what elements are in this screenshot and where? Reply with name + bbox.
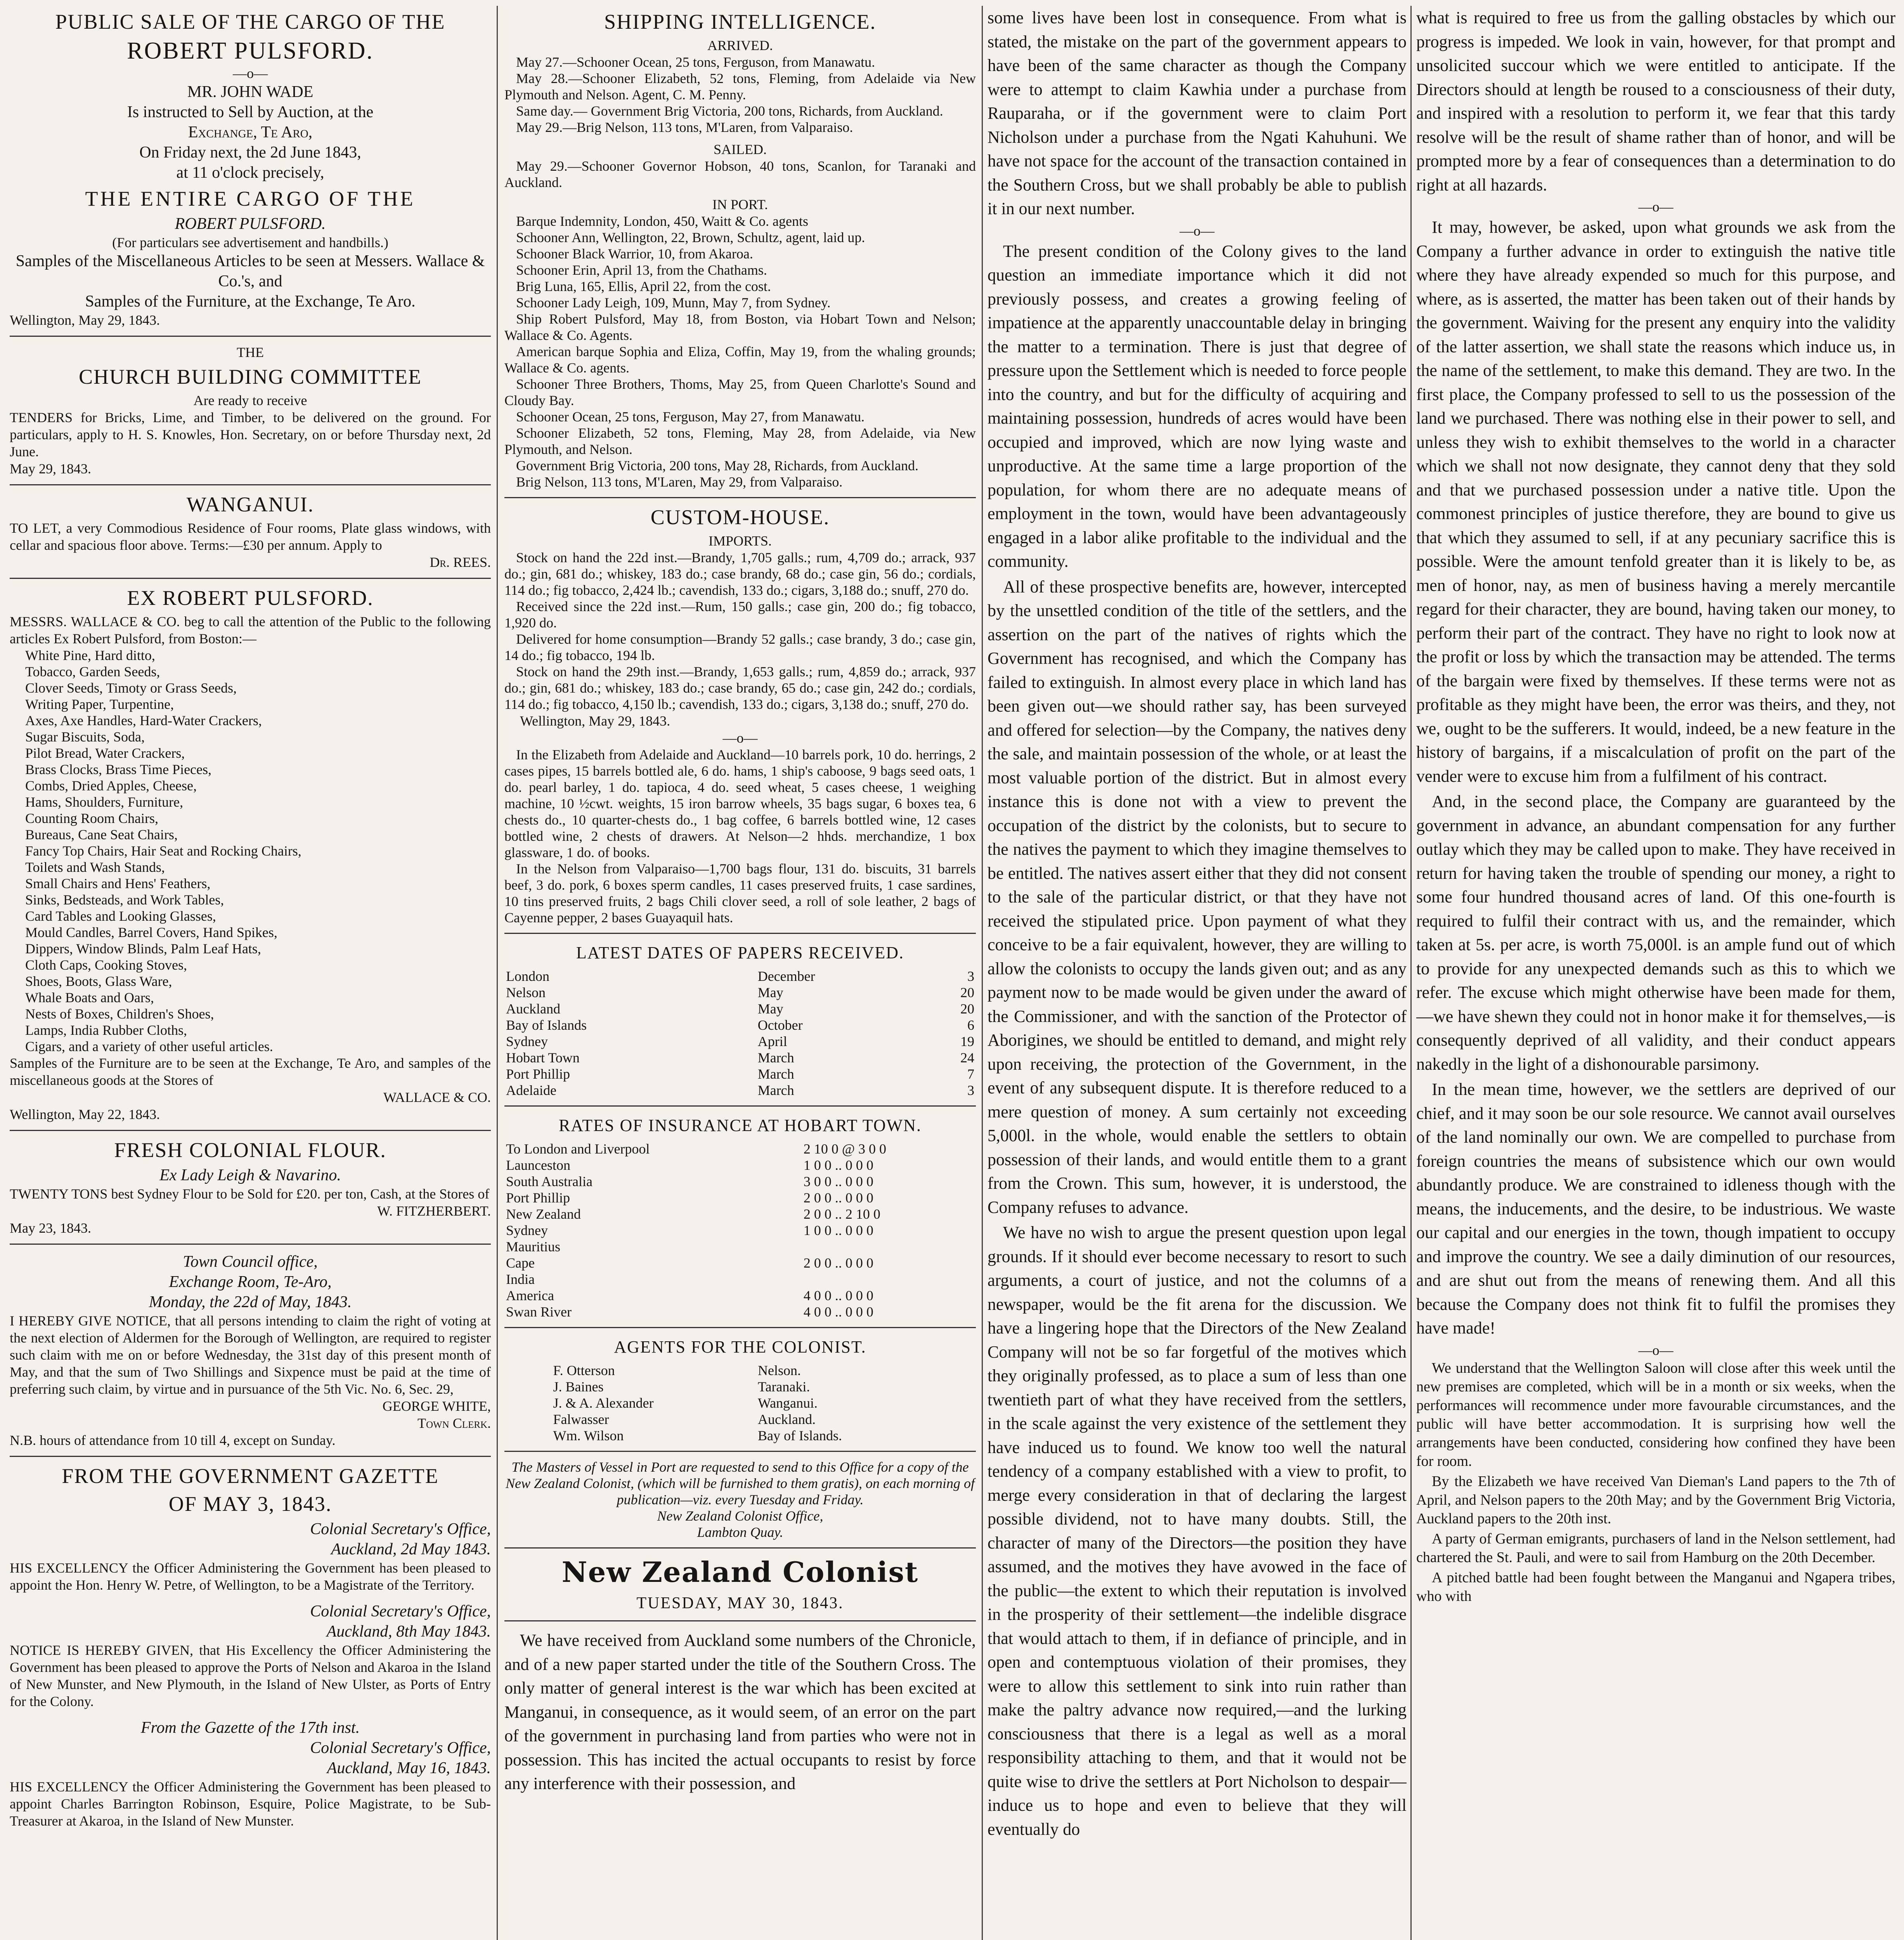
wanganui-sign: Dr. REES. xyxy=(430,554,491,570)
table-cell-place: Wanganui. xyxy=(757,1395,818,1411)
table-row xyxy=(504,1157,976,1173)
church-body: TENDERS for Bricks, Lime, and Timber, to be delivered on the ground. For particulars, apply to H. S. Knowles, Hon. Secretary, on or before Thursday next, 2d June. xyxy=(10,410,491,459)
customs-entry: Stock on hand the 22d inst.—Brandy, 1,705 galls.; rum, 4,709 do.; arrack, 937 do.; gin, 681 do.; whiskey, 183 do.; case brandy, 68 do.; case gin, 56 do.; cordials, 114 do.; fig tobacco, 2,424 lb.; cavendish, 133 do.; cigars, 3,188 do.; snuff, 270 do. xyxy=(504,550,976,598)
wanganui-body: TO LET, a very Commodious Residence of Four rooms, Plate glass windows, with cellar and spacious floor above. Terms:—£30 per annum. Apply to xyxy=(10,520,491,553)
g1-head-2: Auckland, 2d May 1843. xyxy=(331,1540,491,1558)
shipping-entry: American barque Sophia and Eliza, Coffin, May 19, from the whaling grounds; Wallace & Co. agents. xyxy=(504,344,976,376)
table-cell-month: March xyxy=(757,1050,794,1065)
table-cell-place: Mauritius xyxy=(506,1239,560,1254)
flour-title: FRESH COLONIAL FLOUR. xyxy=(114,1138,386,1162)
table-cell-place: Auckland xyxy=(506,1001,560,1017)
ex-sign: WALLACE & CO. xyxy=(383,1090,491,1105)
shipping-entry: Same day.— Government Brig Victoria, 200 tons, Richards, from Auckland. xyxy=(516,103,943,119)
table-row xyxy=(552,1395,929,1411)
rule xyxy=(10,578,491,579)
table-row xyxy=(504,1050,976,1066)
ex-samples: Samples of the Furniture are to be seen at the Exchange, Te Aro, and samples of the miscellaneous goods at the Stores of xyxy=(10,1055,491,1088)
table-row xyxy=(504,1033,976,1050)
table-cell-place: South Australia xyxy=(506,1174,593,1189)
insurance-table xyxy=(504,1141,976,1320)
entire-cargo: THE ENTIRE CARGO OF THE xyxy=(85,187,416,210)
table-cell-name: Wm. Wilson xyxy=(553,1428,624,1443)
list-item: Tobacco, Garden Seeds, xyxy=(25,664,160,679)
table-row xyxy=(504,1190,976,1206)
list-item: Cloth Caps, Cooking Stoves, xyxy=(25,957,187,973)
table-row xyxy=(504,1173,976,1190)
list-item: Card Tables and Looking Glasses, xyxy=(25,908,216,924)
table-cell-rate: 2 10 0 @ 3 0 0 xyxy=(803,1141,886,1157)
news-paragraph: We understand that the Wellington Saloon will close after this week until the new premises are completed, which will be in a month or six weeks, when the performances will recommence under more favourable circumstances, and the public will have better accommodation. It is surprising how well the arrangements have been conducted, considering how confined they have been for room. xyxy=(1416,1360,1895,1469)
shipping-entry: Schooner Elizabeth, 52 tons, Fleming, May 28, from Adelaide, via New Plymouth, and Nelson. xyxy=(504,425,976,457)
table-row xyxy=(504,1082,976,1098)
ship-name: ROBERT PULSFORD. xyxy=(127,38,374,64)
column-2 xyxy=(504,6,976,1940)
rule xyxy=(504,1620,976,1621)
customs-title: CUSTOM-HOUSE. xyxy=(650,506,830,529)
table-cell-day: 3 xyxy=(967,1083,974,1098)
ex-items-list xyxy=(10,647,491,1055)
arrived-list xyxy=(504,54,976,135)
rule xyxy=(10,1130,491,1131)
council-head-1: Town Council office, xyxy=(183,1253,318,1271)
article-paragraph: It may, however, be asked, upon what grounds we ask from the Company a further advance in order to extinguish the native title where they have already expended so much for this purpose, and where, as is asserted, the matter has been taken out of their hands by the government. Waiving for the present any enquiry into the validity of the latter assertion, we shall state the reasons which induce us, in the name of the settlement, to make this demand. They are two. In the first place, the Company professed to sell to us the possession of the land we purchased. There was nothing else in their power to sell, and unless they wish to exhibit themselves to the world in a character which we shall not now designate, they cannot deny that they sold and that we purchased possession under a native title. Upon the commonest principles of justice therefore, they are bound to give us that which they assumed to sell, if at any pecuniary sacrifice this is possible. Were the amount tenfold greater than it is likely to be, as men of honor, nay, as men of business having a merely mercantile regard for their character, they are bound, having taken our money, to perform their part of the contract. They have no right to look now at the profit or loss by which the transaction may be attended. The terms of the bargain were fixed by themselves. If these terms were not as profitable as they might have been, the error was theirs, and they, not we, ought to be the sufferers. It would, indeed, be a new feature in the history of bargains, if a miscalculation of profit on the part of the vender were to excuse him from a fulfilment of his contract. xyxy=(1416,218,1895,786)
table-cell-rate: 2 0 0 .. 2 10 0 xyxy=(803,1206,880,1222)
table-row xyxy=(504,1222,976,1238)
table-row xyxy=(552,1411,929,1427)
table-cell-place: Cape xyxy=(506,1255,535,1271)
table-cell-rate: 4 0 0 .. 0 0 0 xyxy=(803,1304,873,1320)
shipping-entry: Ship Robert Pulsford, May 18, from Boston, via Hobart Town and Nelson; Wallace & Co. Agents. xyxy=(504,311,976,343)
sale-title: PUBLIC SALE OF THE CARGO OF THE xyxy=(55,10,445,33)
sailed-heading: SAILED. xyxy=(714,142,767,157)
rule xyxy=(10,1456,491,1457)
table-row xyxy=(504,968,976,984)
table-cell-month: May xyxy=(757,985,783,1000)
g3-from: From the Gazette of the 17th inst. xyxy=(140,1719,360,1737)
shipping-entry: May 29.—Schooner Governor Hobson, 40 tons, Scanlon, for Taranaki and Auckland. xyxy=(504,158,976,190)
table-row xyxy=(504,1238,976,1255)
article-paragraph: All of these prospective benefits are, however, intercepted by the unsettled condition of the title of the settlers, and the assertion on the part of the natives of rights which the Government has recognised, and which the Company has failed to extinguish. In almost every place in which land has been given out—we should rather say, has been surveyed and offered for selection—by the Company, the natives deny the sale, and maintain possession of the whole, or at least the most valuable portion of the district. But in almost every instance this is done not with a view to prevent the occupation of the district by the colonists, but to secure to the natives the payment to which they imagine themselves to be entitled. The natives assert either that they did not consent to the sale of the particular district, or that they have not received the stipulated price. Upon payment of what they conceive to be a fair equivalent, however, they are willing to allow the colonists to occupy the lands given out; and as any payment now to be made would be given under the award of the Commissioner, and with the sanction of the Protector of Aborigines, we should be entitled to demand, and might rely upon receiving, the protection of the Government, in the event of any subsequent dispute. It is therefore reduced to a mere question of money. A sum certainly not exceeding 5,000l. in the whole, would enable the settlers to obtain possession of their lands, and would entitle them to a grant from the Crown. This sum, however, it is understood, the Company refuses to advance. xyxy=(988,577,1407,1217)
g2-head-1: Colonial Secretary's Office, xyxy=(310,1602,491,1620)
table-cell-rate xyxy=(802,1271,976,1287)
table-cell-name: J. & A. Alexander xyxy=(553,1395,654,1411)
ex-date: Wellington, May 22, 1843. xyxy=(10,1107,160,1122)
sailed-list xyxy=(504,158,976,191)
separator: —o— xyxy=(1180,223,1214,239)
shipping-entry: May 29.—Brig Nelson, 113 tons, M'Laren, from Valparaiso. xyxy=(516,120,853,135)
flour-date: May 23, 1843. xyxy=(10,1220,91,1236)
table-cell-month: December xyxy=(757,968,815,984)
table-row xyxy=(504,1066,976,1082)
article-paragraph: And, in the second place, the Company are guaranteed by the government in advance, an abundant compensation for any further outlay which they may be called upon to make. They have received in return for having taken the trouble of spending our money, a right to some four hundred thousand acres of land. Of this one-fourth is required to fulfil their contract with us, and the remainder, which taken at 5s. per acre, is worth 75,000l. is an ample fund out of which to provide for any unexpected demands such as this to which we refer. The excuse which might otherwise have been made for them, —we have shewn they could not in honor make it for themselves,—is consequently deprived of all validity, and their conduct appears nakedly in the light of a dishonourable parsimony. xyxy=(1416,792,1895,1074)
table-cell-place: Auckland. xyxy=(757,1412,816,1427)
shipping-entry: May 28.—Schooner Elizabeth, 52 tons, Fleming, from Adelaide via New Plymouth and Nelson. Agent, C. M. Penny. xyxy=(504,71,976,102)
table-cell-day: 20 xyxy=(960,1001,974,1017)
cargo-entry: In the Elizabeth from Adelaide and Auckland—10 barrels pork, 10 do. herrings, 2 cases pipes, 15 barrels bottled ale, 6 do. hams, 1 ship's caboose, 9 bags seed oats, 1 do. pearl barley, 1 do. tapioca, 4 do. seed wheat, 5 cases cheese, 1 weighing machine, 10 ½cwt. weights, 15 iron barrow wheels, 35 bags sugar, 6 boxes tea, 6 chests do., 10 quarter-chests do., 1 bag coffee, 6 barrels bottled wine, 12 cases bottled wine, 2 chests of drawers. At Nelson—2 hhds. merchandize, 1 box glassware, 1 do. of books. xyxy=(504,747,976,860)
table-cell-rate: 1 0 0 .. 0 0 0 xyxy=(803,1223,873,1238)
council-head-3: Monday, the 22d of May, 1843. xyxy=(149,1293,352,1311)
cargo-list xyxy=(504,747,976,926)
list-item: Clover Seeds, Timoty or Grass Seeds, xyxy=(25,680,237,696)
list-item: Pilot Bread, Water Crackers, xyxy=(25,745,185,761)
table-cell-place: Bay of Islands. xyxy=(757,1428,842,1443)
list-item: White Pine, Hard ditto, xyxy=(25,648,155,663)
council-sign: GEORGE WHITE, xyxy=(382,1398,491,1414)
table-cell-day: 3 xyxy=(967,968,974,984)
editorial-paragraph: We have received from Auckland some numbers of the Chronicle, and of a new paper started under the title of the Southern Cross. The only matter of general interest is the war which has been excited at Manganui, in consequence, as it would seem, of an error on the part of the government in purchasing land from parties who were not in possession. This has incited the actual occupants to resist by force any interference with their possession, and xyxy=(504,1631,976,1793)
list-item: Writing Paper, Turpentine, xyxy=(25,696,174,712)
table-cell-place: Nelson. xyxy=(757,1363,801,1378)
shipping-entry: Schooner Lady Leigh, 109, Munn, May 7, from Sydney. xyxy=(516,295,831,310)
list-item: Sugar Biscuits, Soda, xyxy=(25,729,145,745)
notice-sign-2: Lambton Quay. xyxy=(697,1524,783,1540)
table-cell-name: J. Baines xyxy=(553,1379,604,1394)
auction-line-3: On Friday next, the 2d June 1843, xyxy=(139,144,361,161)
inport-heading: IN PORT. xyxy=(712,197,768,212)
table-cell-day: 20 xyxy=(960,985,974,1000)
article-paragraph: In the mean time, however, we the settlers are deprived of our chief, and it may soon be our sole resource. We cannot avail ourselves of the land nominally our own. We are compelled to purchase from foreign countries the means of subsistence which our own would abundantly produce. We are constrained to idleness though with the means, the inducements, and the desire, to be industrious. We waste our capital and our energies in the town, though impatient to occupy and improve the country. We see a daily diminution of our resources, and are shut out from the means of renewing them. And all this because the Company does not think fit to fulfil the promises they have made! xyxy=(1416,1080,1895,1337)
shipping-entry: Schooner Erin, April 13, from the Chathams. xyxy=(516,262,767,278)
auction-line-2: Exchange, Te Aro, xyxy=(188,123,313,141)
table-row xyxy=(552,1379,929,1395)
shipping-entry: Brig Luna, 165, Ellis, April 22, from the cost. xyxy=(516,279,771,294)
list-item: Dippers, Window Blinds, Palm Leaf Hats, xyxy=(25,941,261,956)
list-item: Hams, Shoulders, Furniture, xyxy=(25,794,183,810)
table-cell-place: Sydney xyxy=(506,1223,548,1238)
separator: —o— xyxy=(722,730,758,746)
sale-date: Wellington, May 29, 1843. xyxy=(10,312,160,328)
table-cell-place: To London and Liverpool xyxy=(506,1141,650,1157)
column-rule xyxy=(1410,6,1412,1940)
separator: —o— xyxy=(233,66,268,81)
list-item: Brass Clocks, Brass Time Pieces, xyxy=(25,762,212,777)
table-cell-month: April xyxy=(757,1034,787,1049)
shipping-entry: May 27.—Schooner Ocean, 25 tons, Ferguson, from Manawatu. xyxy=(516,54,875,70)
news-paragraph: By the Elizabeth we have received Van Dieman's Land papers to the 7th of April, and Nelson papers to the 20th May; and by the Government Brig Victoria, Auckland papers to the 20th inst. xyxy=(1416,1473,1895,1527)
shipping-title: SHIPPING INTELLIGENCE. xyxy=(604,10,876,33)
column-3 xyxy=(988,6,1407,1940)
customs-date: Wellington, May 29, 1843. xyxy=(520,713,670,729)
papers-table xyxy=(504,968,976,1098)
separator: —o— xyxy=(1638,199,1674,215)
rule xyxy=(504,1547,976,1549)
table-cell-day: 19 xyxy=(960,1034,974,1049)
list-item: Counting Room Chairs, xyxy=(25,811,159,826)
table-row xyxy=(504,1271,976,1287)
samples-1: Samples of the Miscellaneous Articles to be seen at Messers. Wallace & Co.'s, and xyxy=(16,252,485,290)
g1-body: HIS EXCELLENCY the Officer Administering the Government has been pleased to appoint the Hon. Henry W. Petre, of Wellington, to be a Magistrate of the Territory. xyxy=(10,1560,491,1593)
column-1 xyxy=(10,6,491,1940)
table-cell-day: 7 xyxy=(967,1066,974,1082)
council-nb: N.B. hours of attendance from 10 till 4, except on Sunday. xyxy=(10,1432,336,1448)
shipping-entry: Schooner Three Brothers, Thoms, May 25, from Queen Charlotte's Sound and Cloudy Bay. xyxy=(504,376,976,408)
table-cell-place: India xyxy=(506,1271,535,1287)
insurance-title: RATES OF INSURANCE AT HOBART TOWN. xyxy=(559,1116,922,1135)
table-cell-day: 24 xyxy=(960,1050,974,1065)
agents-table xyxy=(552,1362,929,1444)
table-cell-month: October xyxy=(757,1017,803,1033)
rule xyxy=(10,336,491,337)
notice-sign-1: New Zealand Colonist Office, xyxy=(657,1508,823,1524)
table-cell-rate: 3 0 0 .. 0 0 0 xyxy=(803,1174,873,1189)
list-item: Bureaus, Cane Seat Chairs, xyxy=(25,827,178,842)
council-body: I HEREBY GIVE NOTICE, that all persons intending to claim the right of voting at the next election of Aldermen for the Borough of Wellington, are required to register such claim with me on or before Wednesday, the 31st day of this present month of May, and that the sum of Two Shillings and Sixpence must be paid at the time of preferring such claim, by virtue and in pursuance of the 5th Vic. No. 6, Sec. 29, xyxy=(10,1313,491,1397)
customs-entry: Delivered for home consumption—Brandy 52 galls.; case brandy, 3 do.; case gin, 14 do.; fig tobacco, 194 lb. xyxy=(504,631,976,663)
church-ready: Are ready to receive xyxy=(193,393,307,408)
column-4 xyxy=(1416,6,1895,1940)
list-item: Small Chairs and Hens' Feathers, xyxy=(25,876,211,891)
column-rule xyxy=(982,6,983,1940)
church-title: CHURCH BUILDING COMMITTEE xyxy=(79,365,422,388)
table-cell-rate xyxy=(802,1238,976,1255)
table-cell-place: Swan River xyxy=(506,1304,572,1320)
table-row xyxy=(504,1001,976,1017)
customs-list xyxy=(504,549,976,712)
rule xyxy=(504,1451,976,1452)
table-row xyxy=(504,1304,976,1320)
g2-body: NOTICE IS HEREBY GIVEN, that His Excellency the Officer Administering the Government has been pleased to approve the Ports of Nelson and Akaroa in the Island of New Munster, and New Plymouth, in the Island of New Ulster, as Ports of Entry for the Colony. xyxy=(10,1642,491,1709)
table-row xyxy=(552,1427,929,1444)
table-cell-place: Taranaki. xyxy=(757,1379,810,1394)
table-cell-place: Port Phillip xyxy=(506,1066,570,1082)
list-item: Sinks, Bedsteads, and Work Tables, xyxy=(25,892,224,908)
list-item: Cigars, and a variety of other useful articles. xyxy=(25,1039,273,1054)
table-cell-name: F. Otterson xyxy=(553,1363,615,1378)
separator: —o— xyxy=(1638,1342,1674,1358)
g3-body: HIS EXCELLENCY the Officer Administering the Government has been pleased to appoint Charles Barrington Robinson, Esquire, Police Magistrate, to be Sub-Treasurer at Akaroa, in the Island of New Munster. xyxy=(10,1779,491,1829)
list-item: Axes, Axe Handles, Hard-Water Crackers, xyxy=(25,713,262,728)
list-item: Whale Boats and Oars, xyxy=(25,990,154,1005)
church-date: May 29, 1843. xyxy=(10,461,91,476)
table-row xyxy=(504,1141,976,1157)
papers-title: LATEST DATES OF PAPERS RECEIVED. xyxy=(576,943,904,962)
table-cell-rate: 2 0 0 .. 0 0 0 xyxy=(803,1255,873,1271)
table-cell-name: Falwasser xyxy=(553,1412,609,1427)
flour-sub: Ex Lady Leigh & Navarino. xyxy=(159,1166,341,1184)
rule xyxy=(504,933,976,934)
flour-sign: W. FITZHERBERT. xyxy=(377,1203,491,1219)
g2-head-2: Auckland, 8th May 1843. xyxy=(326,1623,491,1640)
ex-intro: MESSRS. WALLACE & CO. beg to call the attention of the Public to the following articles Ex Robert Pulsford, from Boston:— xyxy=(10,614,491,646)
editorial-start xyxy=(504,1628,976,1796)
agents-title: AGENTS FOR THE COLONIST. xyxy=(614,1337,866,1356)
inport-list xyxy=(504,213,976,490)
table-row xyxy=(504,1287,976,1304)
table-cell-place: New Zealand xyxy=(506,1206,581,1222)
table-cell-month: May xyxy=(757,1001,783,1017)
council-sign-2: Town Clerk. xyxy=(418,1415,491,1431)
gazette-date: OF MAY 3, 1843. xyxy=(168,1492,332,1516)
list-item: Shoes, Boots, Glass Ware, xyxy=(25,973,172,989)
table-cell-place: London xyxy=(506,968,549,984)
list-item: Combs, Dried Apples, Cheese, xyxy=(25,778,197,793)
article-paragraph: The present condition of the Colony gives to the land question an immediate importance which it did not previously possess, and creates a growing feeling of impatience at the apparently unaccountable delay in bringing the matter to a termination. There is just that degree of pressure upon the Settlement which is needed to force people into the country, and but for the difficulty of acquiring and maintaining possession, hundreds of acres would have been occupied and improved, which are now lying waste and unproductive. At the same time a large proportion of the population, for whom there are no adequate means of employment in the town, would have been advantageously engaged in a labor alike profitable to the individual and the community. xyxy=(988,241,1407,571)
table-row xyxy=(504,1255,976,1271)
particulars: (For particulars see advertisement and handbills.) xyxy=(112,235,388,250)
masthead: New Zealand Colonist xyxy=(561,1555,919,1588)
list-item: Nests of Boxes, Children's Shoes, xyxy=(25,1006,214,1022)
entire-ship: ROBERT PULSFORD. xyxy=(175,215,326,233)
rule xyxy=(10,484,491,485)
rule xyxy=(504,497,976,498)
table-row xyxy=(504,1017,976,1033)
g1-head-1: Colonial Secretary's Office, xyxy=(310,1520,491,1538)
cargo-entry: In the Nelson from Valparaiso—1,700 bags flour, 131 do. biscuits, 31 barrels beef, 3 do. pork, 6 boxes sperm candles, 11 cases preserved fruits, 1 case sardines, 10 tins preserved fruits, 2 bags Chili clover seed, a roll of sole leather, 2 bags of Cayenne pepper, 2 bases Guayaquil hats. xyxy=(504,861,976,925)
list-item: Mould Candles, Barrel Covers, Hand Spikes, xyxy=(25,925,277,940)
list-item: Toilets and Wash Stands, xyxy=(25,859,165,875)
list-item: Fancy Top Chairs, Hair Seat and Rocking Chairs, xyxy=(25,843,301,859)
customs-entry: Stock on hand the 29th inst.—Brandy, 1,653 galls.; rum, 4,859 do.; arrack, 937 do.; gin, 681 do.; whiskey, 183 do.; case brandy, 65 do.; case gin, 242 do.; cordials, 114 do.; fig tobacco, 4,150 lb.; cavendish, 133 do.; cigars, 3,138 do.; snuff, 270 do. xyxy=(504,664,976,712)
g3-head-2: Auckland, May 16, 1843. xyxy=(327,1759,491,1777)
article-paragraph: some lives have been lost in consequence. From what is stated, the mistake on the part of the government appears to have been of the same character as though the Company were to attempt to claim Kawhia under a purchase from Rauparaha, or if the government were to claim Port Nicholson under a purchase from the Ngati Kahuhuni. We have not space for the account of the transaction contained in the Southern Cross, but we shall probably be able to publish it in our next number. xyxy=(988,8,1407,218)
table-cell-place: Nelson xyxy=(506,985,546,1000)
table-cell-place: Port Phillip xyxy=(506,1190,570,1206)
table-cell-place: Sydney xyxy=(506,1034,548,1049)
article-paragraph: We have no wish to argue the present question upon legal grounds. If it should ever become necessary to resort to such arguments, a court of justice, and not the columns of a newspaper, would be the fit arena for the discussion. We have a lingering hope that the Directors of the New Zealand Company will not be so far forgetful of the motives which they originally professed, as to place a sum of less than one twentieth part of what they have received from the settlers, in the scale against the very existence of the settlement they have induced us to found. We know too well the natural tendency of a company established with a view to profit, to merge every consideration in that of declaring the largest possible dividend, not to have many doubts. Still, the character of many of the Directors—the position they have assumed, and the motives they have avowed in the face of the public—the extent to which their reputation is involved in the prosperity of their settlement—the indelible disgrace that would attach to them, if in defiance of principle, and in open and contemptuous violation of their promises, they were to allow this settlement to sink into ruin rather than make the paltry advance now required,—and the lurking consciousness that there is a legal as well as a moral responsibility attaching to them, and that it would not be quite wise to drive the settlers at Port Nicholson to despair—induce us to hope and even to believe that they will eventually do xyxy=(988,1223,1407,1839)
column-rule xyxy=(497,6,498,1940)
rule xyxy=(504,1327,976,1328)
council-head-2: Exchange Room, Te-Aro, xyxy=(169,1273,332,1291)
table-cell-day: 6 xyxy=(967,1017,974,1033)
table-row xyxy=(552,1362,929,1379)
rule xyxy=(10,1244,491,1245)
shipping-entry: Barque Indemnity, London, 450, Waitt & Co. agents xyxy=(516,213,808,229)
church-the: THE xyxy=(237,345,264,360)
table-cell-month: March xyxy=(757,1083,794,1098)
table-cell-month: March xyxy=(757,1066,794,1082)
table-row xyxy=(504,1206,976,1222)
shipping-entry: Government Brig Victoria, 200 tons, May 28, Richards, from Auckland. xyxy=(516,458,919,473)
table-cell-place: Adelaide xyxy=(506,1083,556,1098)
masters-notice: The Masters of Vessel in Port are requested to send to this Office for a copy of the New Zealand Colonist, (which will be furnished to them gratis), on each morning of publication—viz. every Tuesday and Friday. xyxy=(506,1459,975,1507)
flour-body: TWENTY TONS best Sydney Flour to be Sold for £20. per ton, Cash, at the Stores of xyxy=(10,1186,490,1202)
imports-heading: IMPORTS. xyxy=(709,533,772,549)
auction-line-4: at 11 o'clock precisely, xyxy=(176,164,324,182)
arrived-heading: ARRIVED. xyxy=(707,38,773,53)
shipping-entry: Brig Nelson, 113 tons, M'Laren, May 29, from Valparaiso. xyxy=(516,474,843,490)
newspaper-page xyxy=(10,6,1895,1940)
table-cell-place: America xyxy=(506,1288,554,1303)
news-paragraph: A party of German emigrants, purchasers of land in the Nelson settlement, had chartered the St. Pauli, and were to sail from Hamburg on the 20th December. xyxy=(1416,1530,1895,1566)
table-cell-place: Hobart Town xyxy=(506,1050,580,1065)
auctioneer-name: MR. JOHN WADE xyxy=(187,83,314,101)
rule xyxy=(504,1105,976,1107)
customs-entry: Received since the 22d inst.—Rum, 150 galls.; case gin, 200 do.; fig tobacco, 1,920 do. xyxy=(504,599,976,630)
issue-date: TUESDAY, MAY 30, 1843. xyxy=(636,1594,844,1612)
shipping-entry: Schooner Ann, Wellington, 22, Brown, Schultz, agent, laid up. xyxy=(516,230,865,245)
shipping-entry: Schooner Ocean, 25 tons, Ferguson, May 27, from Manawatu. xyxy=(516,409,865,424)
ex-title: EX ROBERT PULSFORD. xyxy=(127,586,374,610)
table-row xyxy=(504,984,976,1001)
article-paragraph: what is required to free us from the galling obstacles by which our progress is impeded. We look in vain, however, for that prompt and unsolicited succour which we were entitled to anticipate. If the Directors should at length be roused to a consciousness of their duty, and inspired with a resolution to perform it, we fear that this tardy resolve will be the result of shame rather than of honor, and will be prompted more by a fear of consequences than a determination to do right at all hazards. xyxy=(1416,8,1895,194)
g3-head-1: Colonial Secretary's Office, xyxy=(310,1739,491,1757)
table-cell-rate: 2 0 0 .. 0 0 0 xyxy=(803,1190,873,1206)
table-cell-rate: 1 0 0 .. 0 0 0 xyxy=(803,1157,873,1173)
list-item: Lamps, India Rubber Cloths, xyxy=(25,1022,187,1038)
gazette-title: FROM THE GOVERNMENT GAZETTE xyxy=(62,1464,439,1488)
table-cell-place: Launceston xyxy=(506,1157,570,1173)
table-cell-rate: 4 0 0 .. 0 0 0 xyxy=(803,1288,873,1303)
shipping-entry: Schooner Black Warrior, 10, from Akaroa. xyxy=(516,246,753,262)
samples-2: Samples of the Furniture, at the Exchange, Te Aro. xyxy=(85,293,416,310)
table-cell-place: Bay of Islands xyxy=(506,1017,587,1033)
news-paragraph: A pitched battle had been fought between the Manganui and Ngapera tribes, who with xyxy=(1416,1569,1895,1604)
auction-line-1: Is instructed to Sell by Auction, at the xyxy=(127,103,374,121)
wanganui-title: WANGANUI. xyxy=(186,493,314,516)
